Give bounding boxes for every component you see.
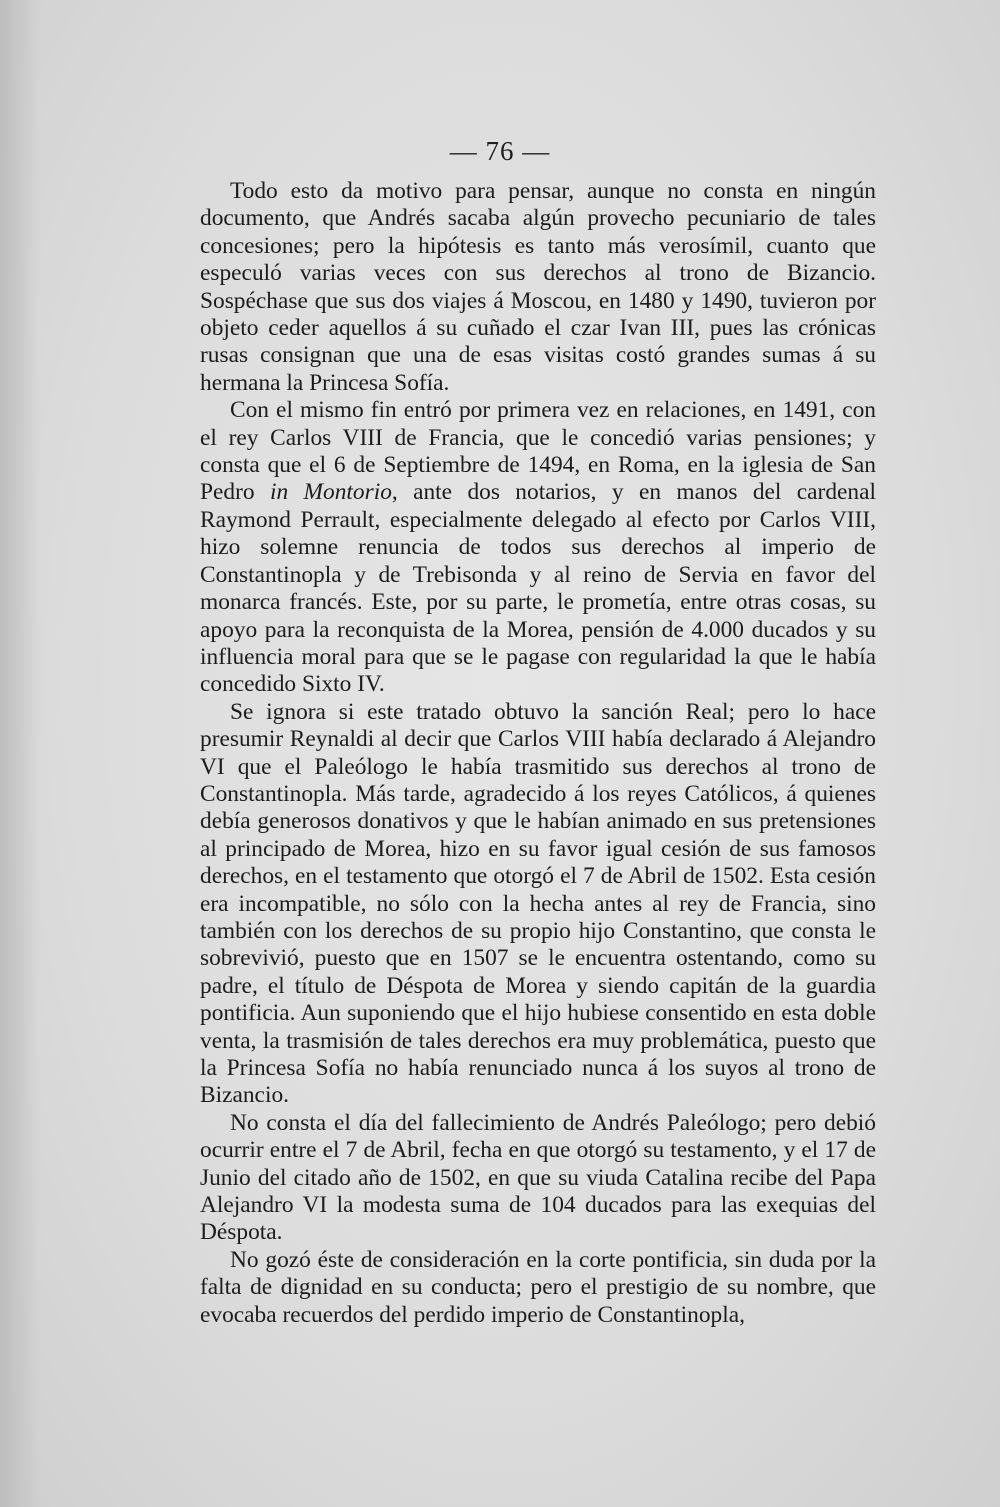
page-gutter-shadow <box>0 0 40 1507</box>
paragraph-1: Todo esto da motivo para pensar, aunque no consta en ningún documento, que Andrés sacaba algún provecho pecuniario de tales concesiones; pero la hipótesis es tanto más verosímil, cuanto que especuló varias veces con sus derechos al trono de Bizancio. Sospéchase que sus dos viajes á Moscou, en 1480 y 1490, tuvieron por objeto ceder aquellos á su cuñado el czar Ivan III, pues las crónicas rusas consignan que una de esas visitas costó grandes sumas á su hermana la Princesa Sofía. <box>200 178 876 396</box>
paragraph-2 <box>200 397 876 698</box>
italic-phrase: in Montorio <box>269 479 392 506</box>
paragraph-2-text-start: Con el mismo fin entró por primera vez en relaciones, en 1491, con el rey Carlos VIII de Francia, que le concedió varias pensiones; y consta que el 6 de Septiembre de 1494, en Roma, en la iglesia de San Pedro <box>200 397 876 506</box>
paragraph-4: No consta el día del fallecimiento de Andrés Paleólogo; pero debió ocurrir entre el 7 de Abril, fecha en que otorgó su testamento, y el 17 de Junio del citado año de 1502, en que su viuda Catalina recibe del Papa Alejandro VI la modesta suma de 104 ducados para las exequias del Déspota. <box>200 1109 876 1246</box>
paragraph-5: No gozó éste de consideración en la corte pontificia, sin duda por la falta de dignidad en su conducta; pero el prestigio de su nombre, que evocaba recuerdos del perdido imperio de Constantinopla, <box>200 1246 876 1328</box>
body-text <box>200 178 876 1329</box>
paragraph-3: Se ignora si este tratado obtuvo la sanción Real; pero lo hace presumir Reynaldi al decir que Carlos VIII había declarado á Alejandro VI que el Paleólogo le había trasmitido sus derechos al trono de Constantinopla. Más tarde, agradecido á los reyes Católicos, á quienes debía generosos donativos y que le habían animado en sus pretensiones al principado de Morea, hizo en su favor igual cesión de sus famosos derechos, en el testamento que otorgó el 7 de Abril de 1502. Esta cesión era incompatible, no sólo con la hecha antes al rey de Francia, sino también con los derechos de su propio hijo Constantino, que consta le sobrevivió, puesto que en 1507 se le encuentra ostentando, como su padre, el título de Déspota de Morea y siendo capitán de la guardia pontificia. Aun suponiendo que el hijo hubiese consentido en esta doble venta, la trasmisión de tales derechos era muy problemática, puesto que la Princesa Sofía no había renunciado nunca á los suyos al trono de Bizancio. <box>200 698 876 1109</box>
page-number: — 76 — <box>449 136 551 166</box>
paragraph-2-text-end: , ante dos notarios, y en manos del cardenal Raymond Perrault, especialmente delegado al efecto por Carlos VIII, hizo solemne renuncia de todos sus derechos al imperio de Constantinopla y de Trebisonda y al reino de Servia en favor del monarca francés. Este, por su parte, le prometía, entre otras cosas, su apoyo para la reconquista de la Morea, pensión de 4.000 ducados y su influencia moral para que se le pagase con regularidad la que le había concedido Sixto IV. <box>200 479 876 698</box>
